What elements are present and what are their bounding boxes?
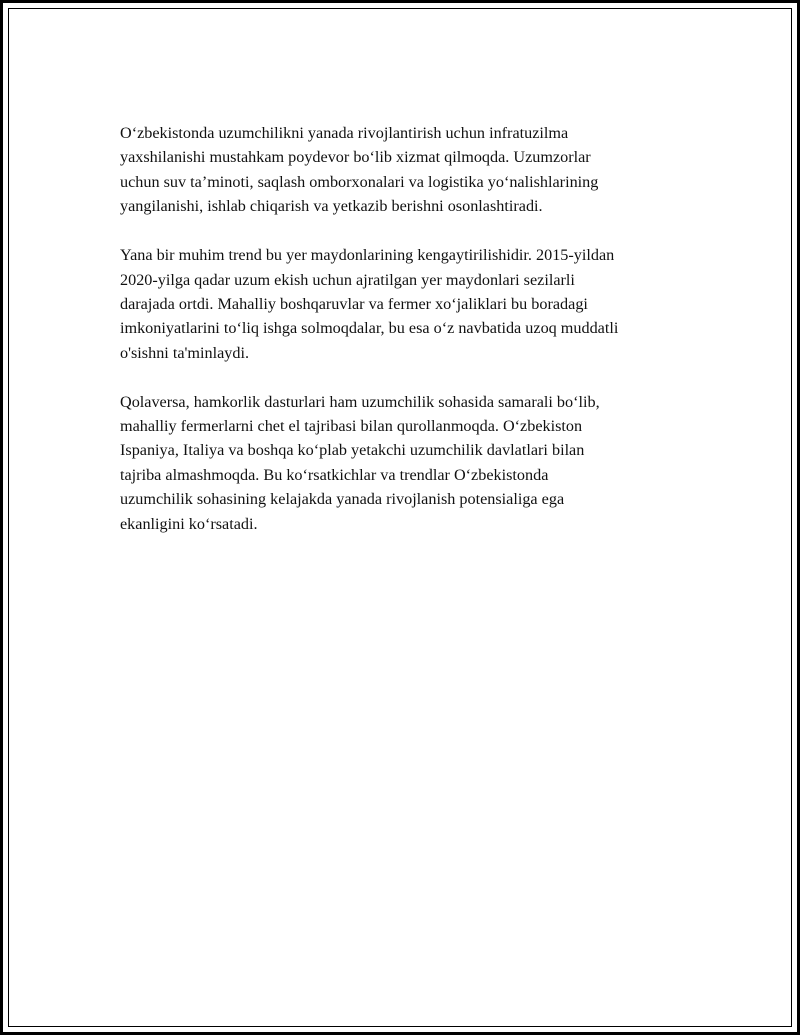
text-line: Qolaversa, hamkorlik dasturlari ham uzumchilik sohasida samarali bo‘lib, — [120, 392, 600, 411]
text-line: yaxshilanishi mustahkam poydevor bo‘lib xizmat qilmoqda. Uzumzorlar — [120, 148, 591, 167]
text-line: ekanligini ko‘rsatadi. — [120, 514, 258, 533]
text-line: 2020-yilga qadar uzum ekish uchun ajratilgan yer maydonlari sezilarli — [120, 270, 575, 289]
text-line: darajada ortdi. Mahalliy boshqaruvlar va fermer xo‘jaliklari bu boradagi — [120, 294, 588, 313]
paragraph-3 — [120, 390, 700, 536]
text-line: O‘zbekistonda uzumchilikni yanada rivojlantirish uchun infratuzilma — [120, 124, 569, 142]
text-line: o'sishni ta'minlaydi. — [120, 343, 250, 362]
paragraph-2 — [120, 243, 700, 365]
text-line: yangilanishi, ishlab chiqarish va yetkazib berishni osonlashtiradi. — [120, 197, 543, 216]
text-line: imkoniyatlarini to‘liq ishga solmoqdalar, bu esa o‘z navbatida uzoq muddatli — [120, 319, 619, 338]
text-line: Ispaniya, Italiya va boshqa ko‘plab yetakchi uzumchilik davlatlari bilan — [120, 441, 585, 460]
text-line: Yana bir muhim trend bu yer maydonlarining kengaytirilishidir. 2015-yildan — [120, 246, 615, 265]
paragraph-1 — [120, 121, 700, 219]
text-line: mahalliy fermerlarni chet el tajribasi bilan qurollanmoqda. O‘zbekiston — [120, 417, 583, 436]
document-body — [120, 121, 700, 561]
text-line: uzumchilik sohasining kelajakda yanada rivojlanish potensialiga ega — [120, 490, 565, 509]
text-line: tajriba almashmoqda. Bu ko‘rsatkichlar va trendlar O‘zbekistonda — [120, 465, 549, 484]
text-line: uchun suv ta’minoti, saqlash omborxonalari va logistika yo‘nalishlarining — [120, 172, 599, 191]
